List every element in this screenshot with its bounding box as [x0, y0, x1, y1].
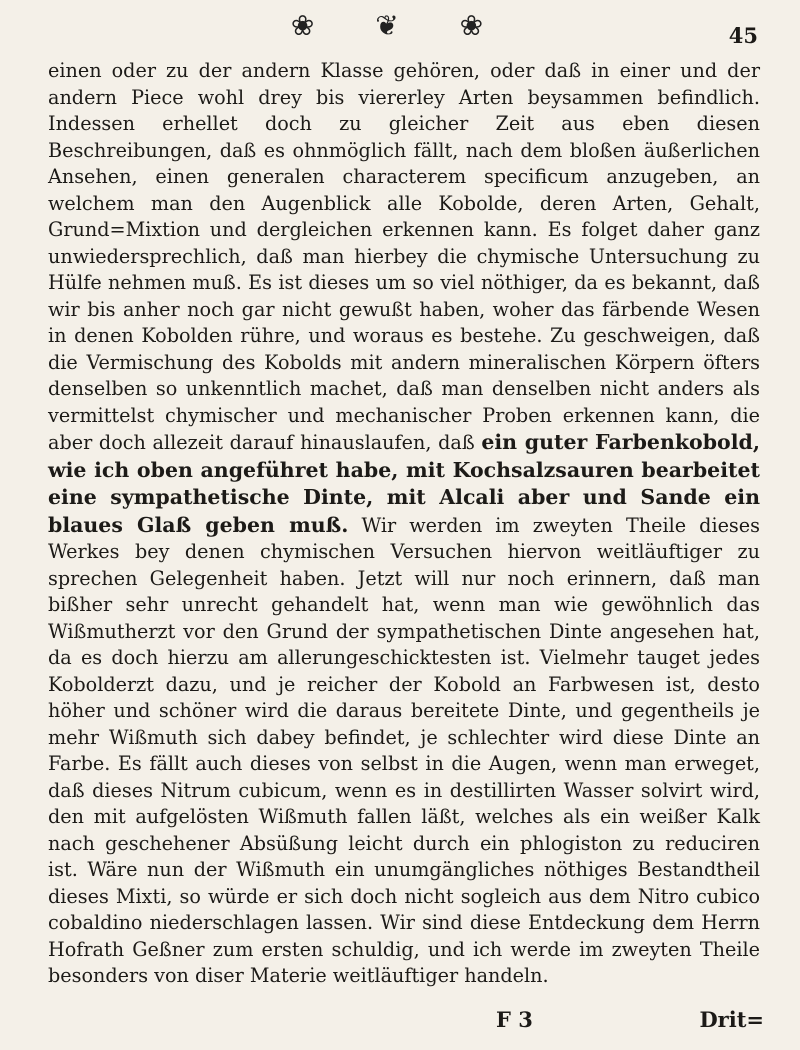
page-number: 45	[728, 23, 758, 48]
signature-mark: F 3	[496, 1007, 533, 1032]
paragraph-text-part-1: einen oder zu der andern Klasse gehören, oder daß in einer und der andern Piece wohl drey bis viererley Arten beysammen befindlich. Indessen erhellet doch zu gleicher Zeit aus eben diesen Beschreibungen, daß es ohnmöglich fällt, nach dem bloßen äußerlichen Ansehen, einen generalen characterem specificum anzugeben, an welchem man den Augenblick alle Kobolde, deren Arten, Gehalt, Grund=Mixtion und dergleichen erkennen kann. Es folget daher ganz unwiedersprechlich, daß man hierbey die chymische Untersuchung zu Hülfe nehmen muß. Es ist dieses um so viel nöthiger, da es bekannt, daß wir bis anher noch gar nicht gewußt haben, woher das färbende Wesen in denen Kobolden rühre, und woraus es bestehe. Zu geschweigen, daß die Vermischung des Kobolds mit andern mineralischen Körpern öfters denselben so unkenntlich machet, daß man denselben nicht anders als vermittelst chymischer und mechanischer Proben erkennen kann, die aber doch allezeit darauf hinauslaufen, daß	[48, 59, 760, 454]
catchword: Drit=	[699, 1007, 764, 1032]
header-ornaments: ❀ ❦ ❀	[290, 9, 510, 42]
page-footer	[48, 1003, 764, 1037]
emphasized-passage: ein guter Farbenkobold, wie ich oben angeführet habe, mit Kochsalzsauren bearbeitet eine sympathetische Dinte, mit Alcali aber und Sande ein blaues Glaß geben muß.	[48, 430, 760, 537]
paragraph-text-part-2: Wir werden im zweyten Theile dieses Werkes bey denen chymischen Versuchen hiervon weitläuftiger zu sprechen Gelegenheit haben. Jetzt will nur noch erinnern, daß man bißher sehr unrecht gehandelt hat, wenn man wie gewöhnlich das Wißmutherzt vor den Grund der sympathetischen Dinte angesehen hat, da es doch hierzu am allerungeschicktesten ist. Vielmehr tauget jedes Kobolderzt dazu, und je reicher der Kobold an Farbwesen ist, desto höher und schöner wird die daraus bereitete Dinte, und gegentheils je mehr Wißmuth sich dabey befindet, je schlechter wird diese Dinte an Farbe. Es fällt auch dieses von selbst in die Augen, wenn man erweget, daß dieses Nitrum cubicum, wenn es in destillirten Wasser solvirt wird, den mit aufgelösten Wißmuth fallen läßt, welches als ein weißer Kalk nach geschehener Absüßung leicht durch ein phlogiston zu reduciren ist. Wäre nun der Wißmuth ein unumgängliches nöthiges Bestandtheil dieses Mixti, so würde er sich doch nicht sogleich aus dem Nitro cubico cobaldino niederschlagen lassen. Wir sind diese Entdeckung dem Herrn Hofrath Geßner zum ersten schuldig, und ich werde im zweyten Theile besonders von diser Materie weitläuftiger handeln.	[48, 513, 760, 987]
page-header	[0, 6, 800, 46]
body-paragraph	[48, 58, 760, 990]
